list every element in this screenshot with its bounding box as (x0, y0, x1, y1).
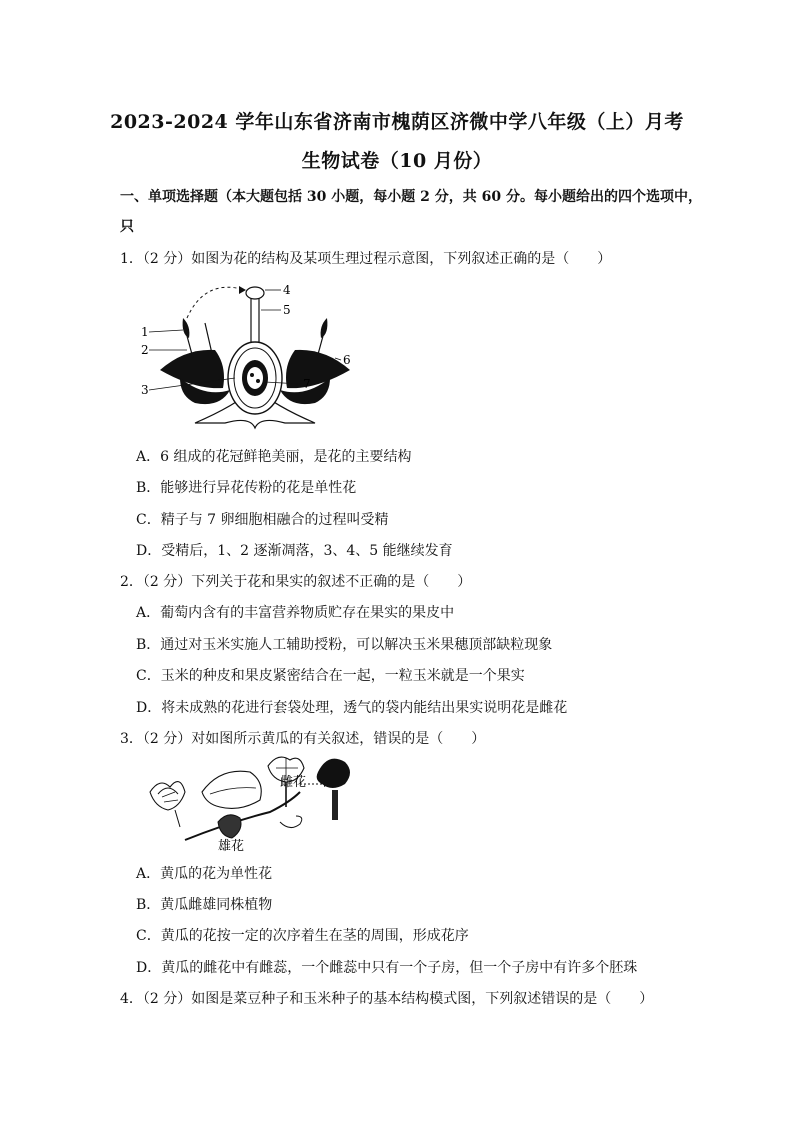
figure-label-7: 7 (303, 377, 311, 391)
question-1-option-c: C．精子与 7 卵细胞相融合的过程叫受精 (136, 512, 389, 528)
section-heading: 一、单项选择题（本大题包括 30 小题，每小题 2 分，共 60 分。每小题给出的四个选项中， (120, 189, 702, 205)
question-3-option-d: D．黄瓜的雌花中有雌蕊，一个雌蕊中只有一个子房，但一个子房中有许多个胚珠 (136, 960, 638, 976)
exam-title-line2: 生物试卷（10 月份） (301, 150, 493, 172)
figure-label-3: 3 (141, 383, 149, 397)
question-1-option-b: B．能够进行异花传粉的花是单性花 (136, 480, 357, 496)
question-2-option-a: A．葡萄内含有的丰富营养物质贮存在果实的果皮中 (136, 605, 455, 621)
question-4-stem: 4．（2 分）如图是菜豆种子和玉米种子的基本结构模式图，下列叙述错误的是（ ） (120, 991, 654, 1007)
figure-label-male-flower: 雄花 (218, 839, 245, 852)
figure-label-1: 1 (141, 325, 149, 339)
figure-label-female-flower: 雌花 (280, 775, 307, 790)
question-2-option-d: D．将未成熟的花进行套袋处理，透气的袋内能结出果实说明花是雌花 (136, 700, 568, 716)
question-2-option-b: B．通过对玉米实施人工辅助授粉，可以解决玉米果穗顶部缺粒现象 (136, 637, 553, 653)
section-heading-continued: 只 (120, 219, 134, 235)
question-3-option-b: B．黄瓜雌雄同株植物 (136, 897, 273, 913)
question-2-stem: 2．（2 分）下列关于花和果实的叙述不正确的是（ ） (120, 574, 472, 590)
question-1-option-d: D．受精后，1、2 逐渐凋落，3、4、5 能继续发育 (136, 543, 453, 559)
question-1-stem: 1．（2 分）如图为花的结构及某项生理过程示意图，下列叙述正确的是（ ） (120, 251, 612, 267)
figure-label-5: 5 (283, 303, 291, 317)
figure-label-6: 6 (343, 353, 351, 367)
flower-structure-diagram (135, 278, 375, 438)
question-2-option-c: C．玉米的种皮和果皮紧密结合在一起，一粒玉米就是一个果实 (136, 668, 525, 684)
question-3-stem: 3．（2 分）对如图所示黄瓜的有关叙述，错误的是（ ） (120, 731, 486, 747)
figure-label-4: 4 (283, 283, 291, 297)
cucumber-plant-diagram (140, 752, 360, 852)
question-1-option-a: A．6 组成的花冠鲜艳美丽，是花的主要结构 (136, 449, 412, 465)
question-3-option-a: A．黄瓜的花为单性花 (136, 866, 273, 882)
exam-title-line1: 2023-2024 学年山东省济南市槐荫区济微中学八年级（上）月考 (110, 111, 684, 133)
question-3-option-c: C．黄瓜的花按一定的次序着生在茎的周围，形成花序 (136, 928, 469, 944)
figure-label-2: 2 (141, 343, 149, 357)
